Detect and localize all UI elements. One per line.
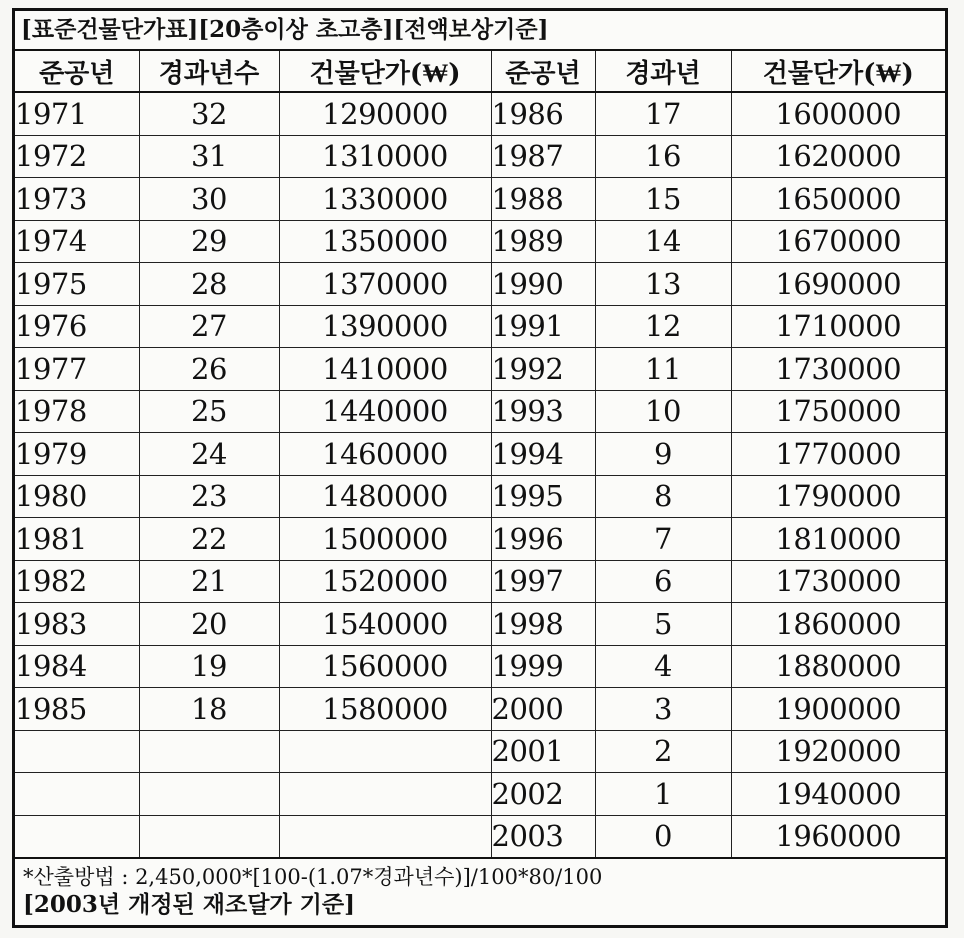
unit-price-cell: 1370000 — [279, 263, 491, 306]
completion-year-cell: 1974 — [15, 220, 139, 263]
completion-year-cell: 1992 — [491, 348, 595, 391]
elapsed-years-cell: 0 — [595, 815, 731, 858]
completion-year-cell: 1989 — [491, 220, 595, 263]
elapsed-years-cell: 25 — [139, 390, 279, 433]
elapsed-years-cell: 1 — [595, 773, 731, 816]
unit-price-cell: 1350000 — [279, 220, 491, 263]
table-row — [15, 135, 945, 178]
unit-price-cell: 1670000 — [731, 220, 945, 263]
completion-year-cell — [15, 730, 139, 773]
unit-price-cell — [279, 773, 491, 816]
elapsed-years-cell: 16 — [595, 135, 731, 178]
elapsed-years-cell: 19 — [139, 645, 279, 688]
elapsed-years-cell: 29 — [139, 220, 279, 263]
completion-year-cell: 1983 — [15, 603, 139, 646]
completion-year-cell: 1972 — [15, 135, 139, 178]
completion-year-cell: 2000 — [491, 688, 595, 731]
unit-price-cell: 1810000 — [731, 518, 945, 561]
elapsed-years-cell: 13 — [595, 263, 731, 306]
completion-year-cell: 1982 — [15, 560, 139, 603]
unit-price-cell: 1580000 — [279, 688, 491, 731]
footer-notes — [15, 857, 945, 925]
header-unit-price: 건물단가(₩) — [279, 51, 491, 92]
unit-price-cell: 1540000 — [279, 603, 491, 646]
table-row — [15, 815, 945, 858]
completion-year-cell: 1973 — [15, 178, 139, 221]
completion-year-cell: 1984 — [15, 645, 139, 688]
unit-price-cell: 1560000 — [279, 645, 491, 688]
completion-year-cell: 1993 — [491, 390, 595, 433]
unit-price-cell: 1460000 — [279, 433, 491, 476]
unit-price-cell: 1500000 — [279, 518, 491, 561]
elapsed-years-cell: 9 — [595, 433, 731, 476]
elapsed-years-cell: 11 — [595, 348, 731, 391]
completion-year-cell — [15, 773, 139, 816]
completion-year-cell: 2001 — [491, 730, 595, 773]
unit-price-cell: 1390000 — [279, 305, 491, 348]
unit-price-cell: 1650000 — [731, 178, 945, 221]
unit-price-cell: 1310000 — [279, 135, 491, 178]
rate-table-document — [12, 8, 948, 928]
unit-price-cell: 1790000 — [731, 475, 945, 518]
table-row — [15, 773, 945, 816]
elapsed-years-cell: 7 — [595, 518, 731, 561]
unit-price-cell: 1290000 — [279, 92, 491, 135]
header-elapsed-years: 경과년 — [595, 51, 731, 92]
header-elapsed-years: 경과년수 — [139, 51, 279, 92]
elapsed-years-cell: 31 — [139, 135, 279, 178]
elapsed-years-cell: 27 — [139, 305, 279, 348]
unit-price-cell — [279, 730, 491, 773]
elapsed-years-cell: 18 — [139, 688, 279, 731]
unit-price-cell: 1920000 — [731, 730, 945, 773]
calculation-formula: *산출방법 : 2,450,000*[100-(1.07*경과년수)]/100*80/100 — [23, 865, 603, 889]
completion-year-cell: 1994 — [491, 433, 595, 476]
completion-year-cell — [15, 815, 139, 858]
unit-price-cell: 1750000 — [731, 390, 945, 433]
unit-price-cell: 1730000 — [731, 560, 945, 603]
table-row — [15, 390, 945, 433]
table-row — [15, 730, 945, 773]
table-row — [15, 645, 945, 688]
elapsed-years-cell: 17 — [595, 92, 731, 135]
unit-price-cell: 1960000 — [731, 815, 945, 858]
completion-year-cell: 1979 — [15, 433, 139, 476]
table-row — [15, 603, 945, 646]
elapsed-years-cell: 3 — [595, 688, 731, 731]
completion-year-cell: 1997 — [491, 560, 595, 603]
elapsed-years-cell — [139, 730, 279, 773]
elapsed-years-cell: 5 — [595, 603, 731, 646]
elapsed-years-cell: 30 — [139, 178, 279, 221]
price-basis-note: [2003년 개정된 재조달가 기준] — [23, 891, 355, 918]
completion-year-cell: 1977 — [15, 348, 139, 391]
unit-price-cell: 1440000 — [279, 390, 491, 433]
unit-price-cell — [279, 815, 491, 858]
elapsed-years-cell: 10 — [595, 390, 731, 433]
table-row — [15, 92, 945, 135]
completion-year-cell: 2003 — [491, 815, 595, 858]
elapsed-years-cell: 21 — [139, 560, 279, 603]
completion-year-cell: 1990 — [491, 263, 595, 306]
table-row — [15, 263, 945, 306]
header-completion-year: 준공년 — [15, 51, 139, 92]
unit-price-cell: 1710000 — [731, 305, 945, 348]
unit-price-cell: 1730000 — [731, 348, 945, 391]
completion-year-cell: 1998 — [491, 603, 595, 646]
completion-year-cell: 1987 — [491, 135, 595, 178]
unit-price-cell: 1900000 — [731, 688, 945, 731]
elapsed-years-cell: 32 — [139, 92, 279, 135]
elapsed-years-cell: 12 — [595, 305, 731, 348]
unit-price-cell: 1410000 — [279, 348, 491, 391]
completion-year-cell: 1995 — [491, 475, 595, 518]
completion-year-cell: 1988 — [491, 178, 595, 221]
completion-year-cell: 1991 — [491, 305, 595, 348]
unit-price-cell: 1860000 — [731, 603, 945, 646]
table-row — [15, 518, 945, 561]
elapsed-years-cell: 2 — [595, 730, 731, 773]
unit-price-cell: 1520000 — [279, 560, 491, 603]
unit-price-cell: 1600000 — [731, 92, 945, 135]
elapsed-years-cell: 22 — [139, 518, 279, 561]
document-title: [표준건물단가표][20층이상 초고층][전액보상기준] — [15, 11, 945, 51]
elapsed-years-cell: 14 — [595, 220, 731, 263]
elapsed-years-cell: 26 — [139, 348, 279, 391]
table-row — [15, 348, 945, 391]
table-row — [15, 475, 945, 518]
unit-price-cell: 1480000 — [279, 475, 491, 518]
elapsed-years-cell: 6 — [595, 560, 731, 603]
completion-year-cell: 1971 — [15, 92, 139, 135]
building-unit-price-table — [15, 51, 945, 858]
elapsed-years-cell: 20 — [139, 603, 279, 646]
completion-year-cell: 1986 — [491, 92, 595, 135]
completion-year-cell: 1976 — [15, 305, 139, 348]
unit-price-cell: 1690000 — [731, 263, 945, 306]
completion-year-cell: 1978 — [15, 390, 139, 433]
elapsed-years-cell: 28 — [139, 263, 279, 306]
completion-year-cell: 1980 — [15, 475, 139, 518]
table-row — [15, 688, 945, 731]
completion-year-cell: 1999 — [491, 645, 595, 688]
unit-price-cell: 1620000 — [731, 135, 945, 178]
elapsed-years-cell: 23 — [139, 475, 279, 518]
elapsed-years-cell: 15 — [595, 178, 731, 221]
completion-year-cell: 1985 — [15, 688, 139, 731]
unit-price-cell: 1330000 — [279, 178, 491, 221]
elapsed-years-cell: 24 — [139, 433, 279, 476]
table-row — [15, 220, 945, 263]
header-completion-year: 준공년 — [491, 51, 595, 92]
elapsed-years-cell — [139, 773, 279, 816]
completion-year-cell: 2002 — [491, 773, 595, 816]
table-row — [15, 560, 945, 603]
table-body — [15, 92, 945, 858]
unit-price-cell: 1880000 — [731, 645, 945, 688]
table-header-row — [15, 51, 945, 92]
completion-year-cell: 1981 — [15, 518, 139, 561]
elapsed-years-cell: 4 — [595, 645, 731, 688]
header-unit-price: 건물단가(₩) — [731, 51, 945, 92]
elapsed-years-cell — [139, 815, 279, 858]
completion-year-cell: 1975 — [15, 263, 139, 306]
table-row — [15, 433, 945, 476]
elapsed-years-cell: 8 — [595, 475, 731, 518]
table-row — [15, 305, 945, 348]
table-row — [15, 178, 945, 221]
completion-year-cell: 1996 — [491, 518, 595, 561]
unit-price-cell: 1770000 — [731, 433, 945, 476]
unit-price-cell: 1940000 — [731, 773, 945, 816]
